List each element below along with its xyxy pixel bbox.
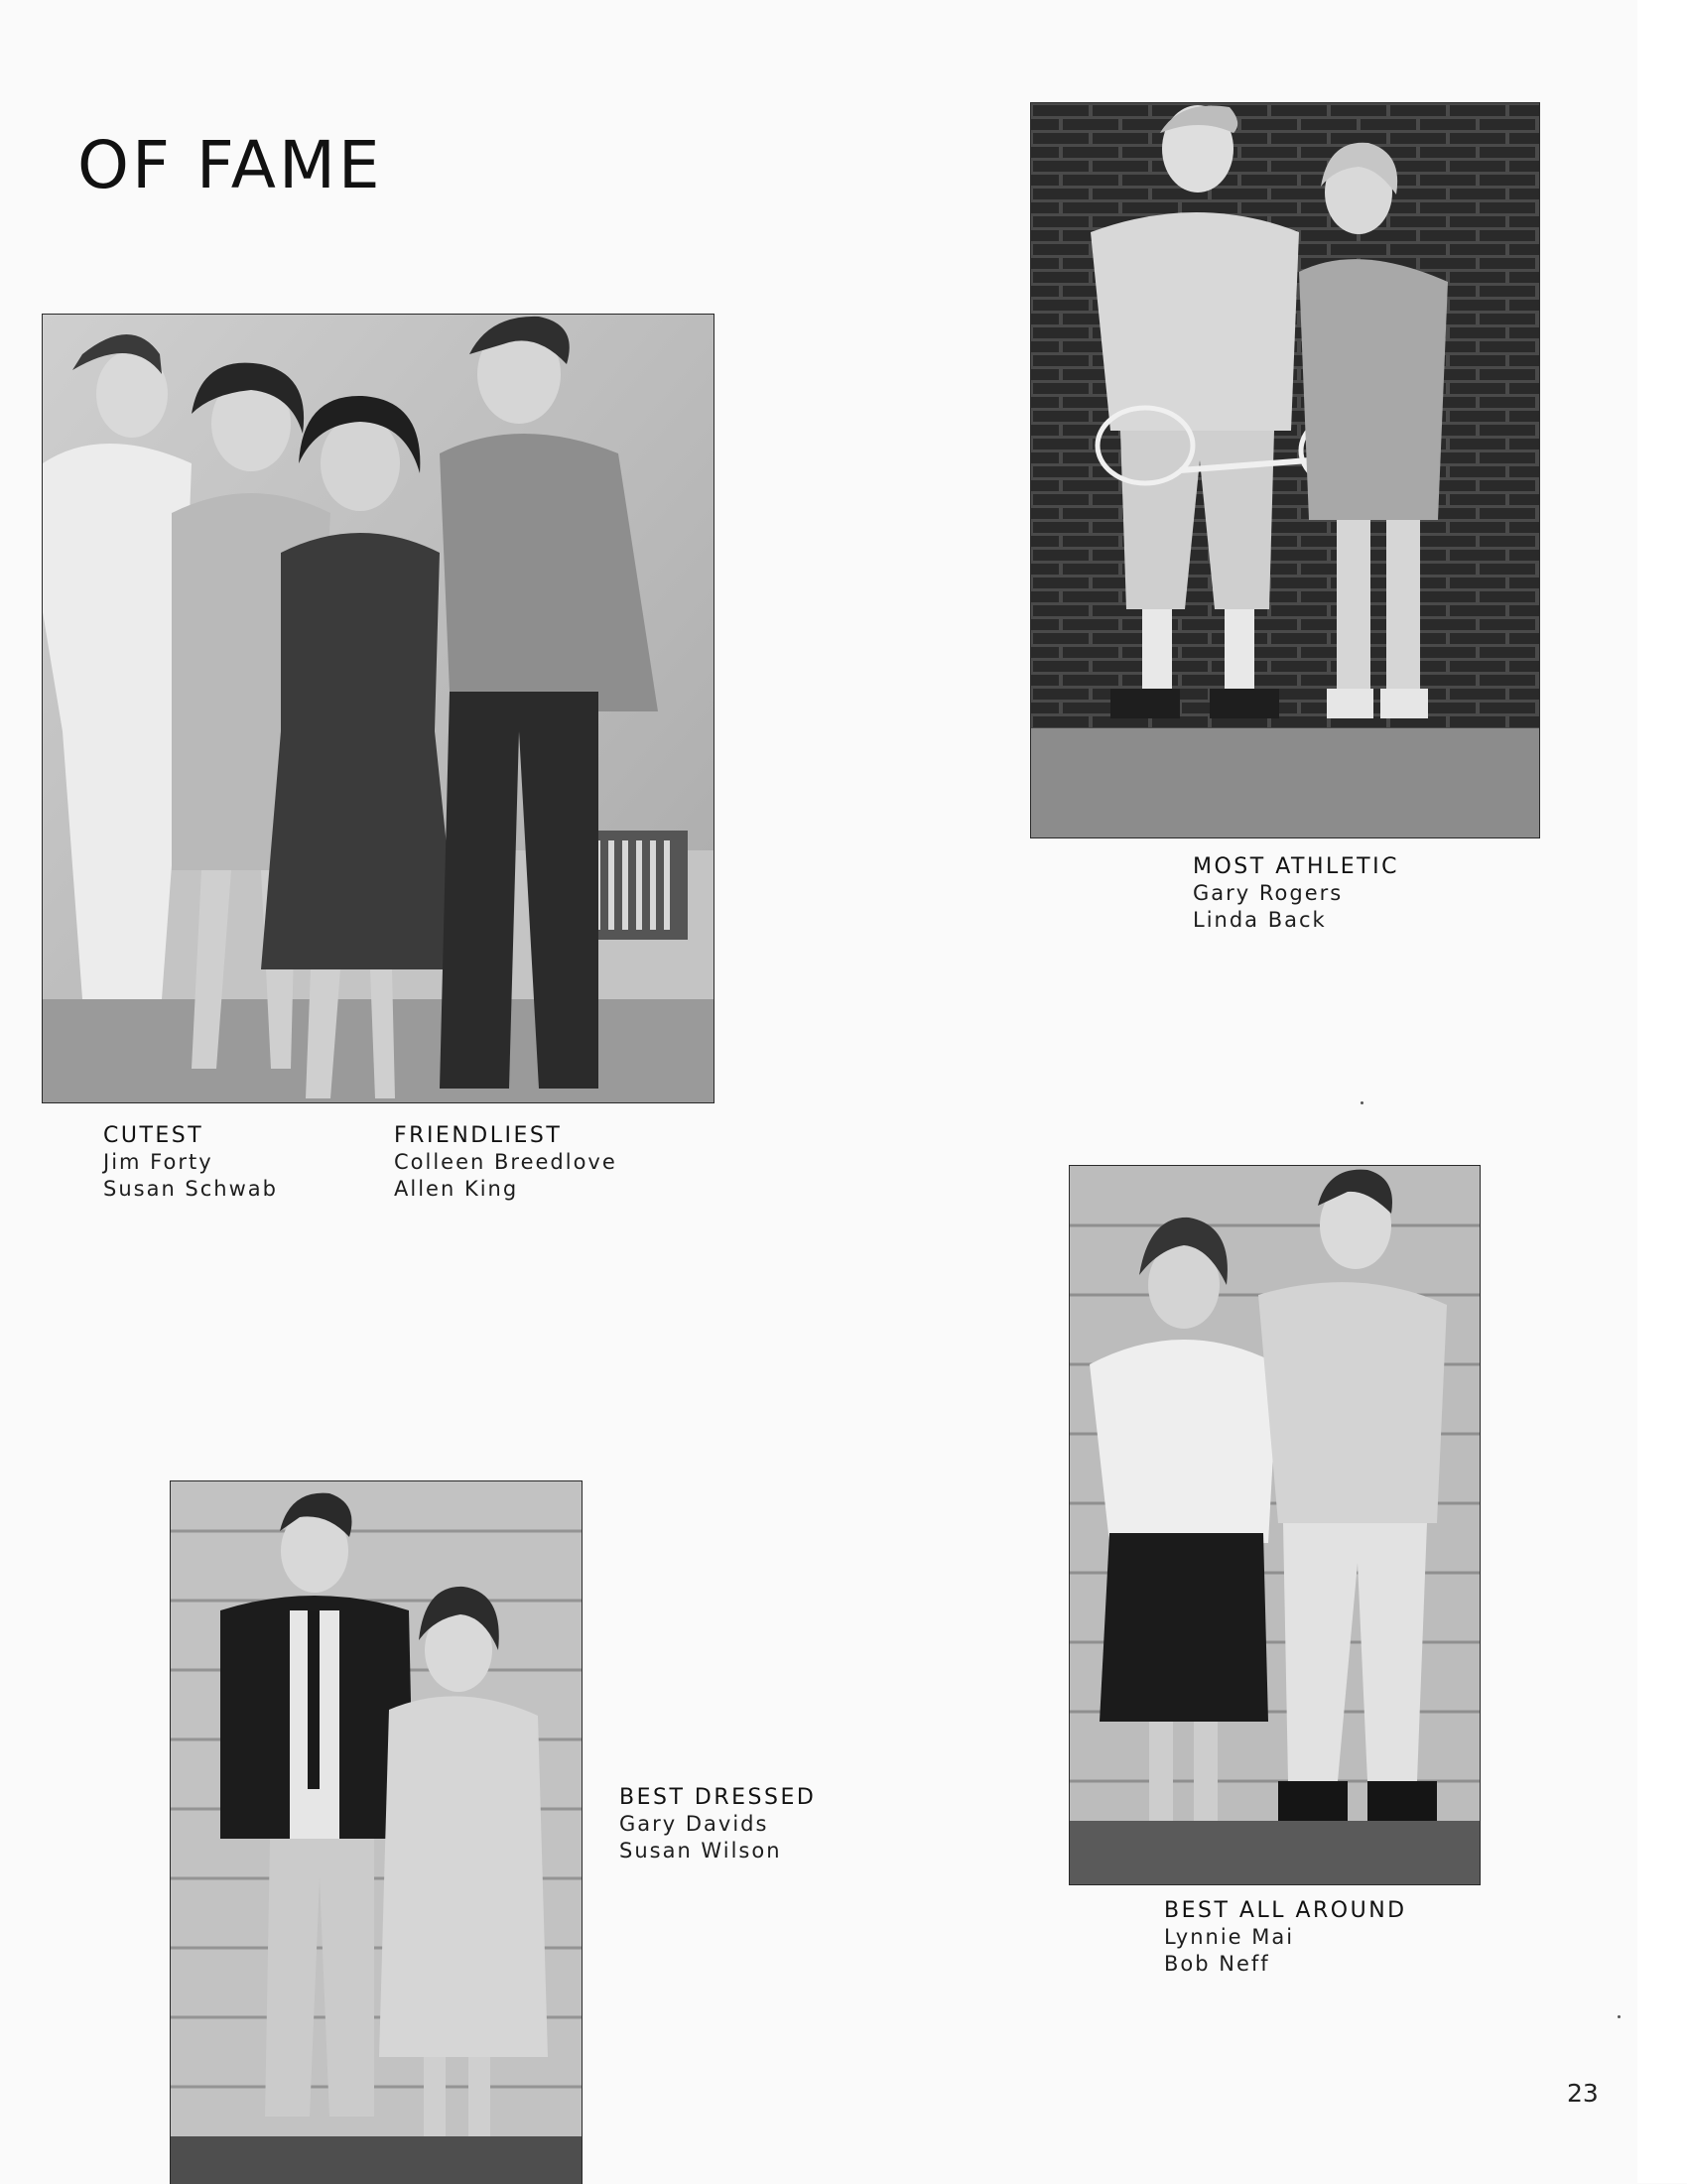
caption-title: BEST DRESSED <box>619 1785 817 1810</box>
caption-title: BEST ALL AROUND <box>1164 1898 1407 1923</box>
caption-best-all-around <box>1164 1897 1407 1978</box>
caption-most-athletic <box>1193 853 1399 934</box>
caption-cutest <box>103 1122 278 1203</box>
caption-title: CUTEST <box>103 1123 204 1148</box>
photo-group-four-image <box>43 315 714 1102</box>
print-speck <box>1618 2015 1621 2018</box>
caption-name: Colleen Breedlove <box>394 1150 617 1174</box>
print-speck <box>1361 1101 1363 1104</box>
caption-name: Gary Rogers <box>1193 881 1344 905</box>
photo-most-athletic-image <box>1031 103 1539 837</box>
caption-title: FRIENDLIEST <box>394 1123 563 1148</box>
page-heading: OF FAME <box>77 127 383 203</box>
photo-best-all-around-image <box>1070 1166 1480 1884</box>
caption-best-dressed <box>619 1784 816 1864</box>
caption-name: Jim Forty <box>103 1150 213 1174</box>
photo-best-dressed <box>170 1480 583 2184</box>
caption-name: Lynnie Mai <box>1164 1925 1295 1949</box>
caption-name: Susan Schwab <box>103 1177 278 1201</box>
caption-name: Allen King <box>394 1177 519 1201</box>
page-number: 23 <box>1567 2079 1599 2108</box>
caption-name: Gary Davids <box>619 1812 769 1836</box>
caption-name: Bob Neff <box>1164 1952 1270 1976</box>
photo-cutest-friendliest <box>42 314 714 1103</box>
caption-name: Linda Back <box>1193 908 1327 932</box>
page-edge <box>1637 0 1687 2183</box>
photo-best-dressed-image <box>171 1481 582 2184</box>
caption-friendliest <box>394 1122 617 1203</box>
photo-best-all-around <box>1069 1165 1481 1885</box>
photo-most-athletic <box>1030 102 1540 838</box>
caption-name: Susan Wilson <box>619 1839 782 1863</box>
caption-title: MOST ATHLETIC <box>1193 854 1399 879</box>
